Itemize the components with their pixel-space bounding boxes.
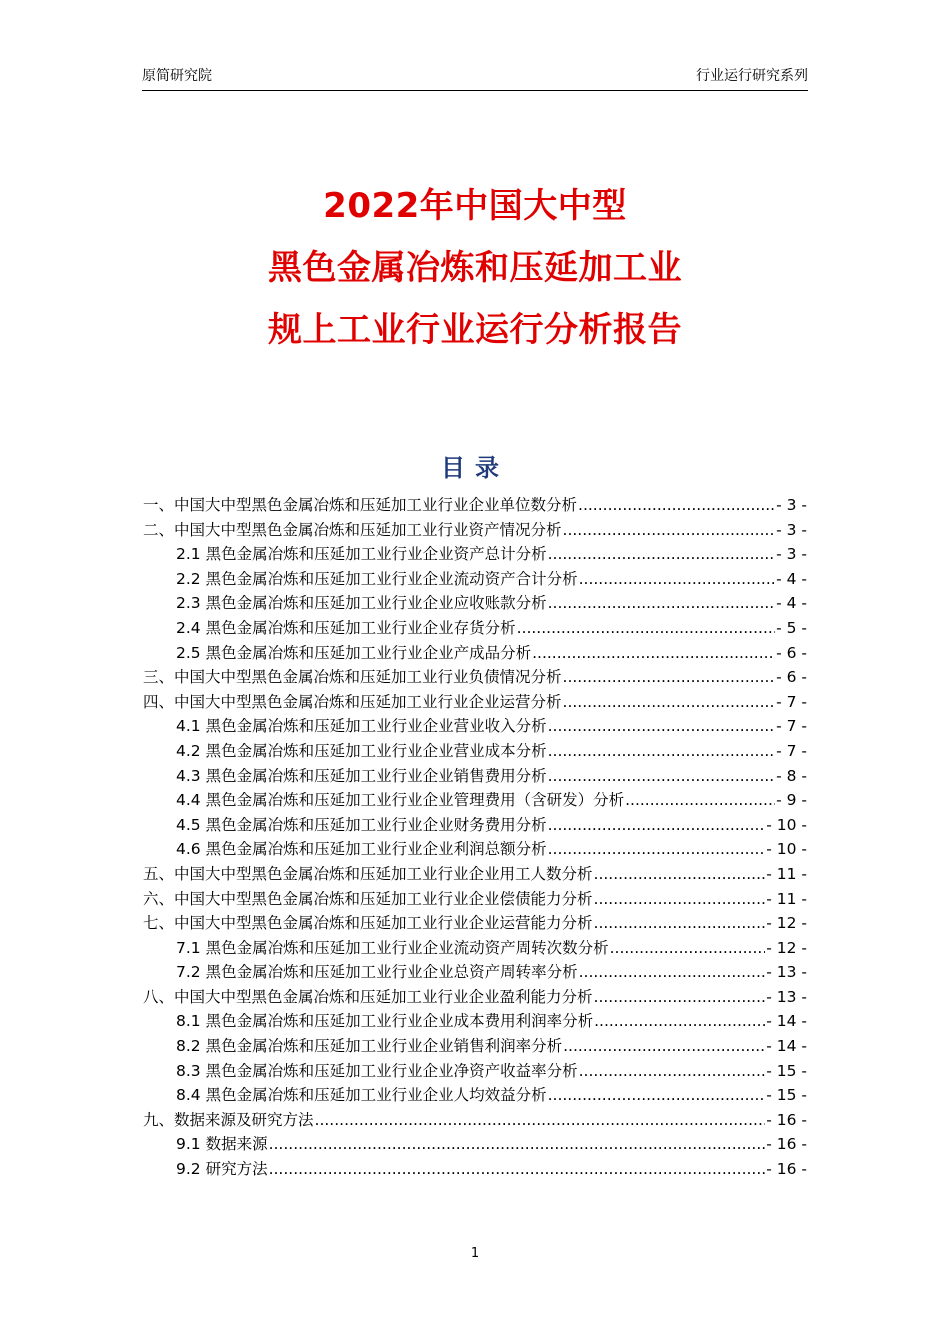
toc-entry-title: 4.5 黑色金属冶炼和压延加工业行业企业财务费用分析 <box>176 815 547 834</box>
toc-leader-dots <box>594 985 766 1010</box>
toc-entry-page: - 3 - <box>776 496 807 514</box>
toc-leader-dots <box>548 837 766 862</box>
toc-entry[interactable] <box>143 887 807 912</box>
toc-entry[interactable] <box>143 960 807 985</box>
toc-leader-dots <box>548 714 776 739</box>
toc-leader-dots <box>594 862 766 887</box>
toc-leader-dots <box>594 887 766 912</box>
toc-entry-title: 8.1 黑色金属冶炼和压延加工业行业企业成本费用利润率分析 <box>176 1012 594 1031</box>
toc-leader-dots <box>548 764 776 789</box>
toc-entry-page: - 4 - <box>776 594 807 613</box>
toc-entry-title: 7.1 黑色金属冶炼和压延加工业行业企业流动资产周转次数分析 <box>176 938 609 957</box>
toc-leader-dots <box>563 690 776 715</box>
toc-entry[interactable] <box>143 1083 807 1108</box>
toc-entry-page: - 16 - <box>766 1160 807 1179</box>
toc-entry-title: 4.6 黑色金属冶炼和压延加工业行业企业利润总额分析 <box>176 840 547 859</box>
toc-entry[interactable] <box>143 1108 807 1133</box>
toc-entry[interactable] <box>143 591 807 616</box>
toc-entry-title: 7.2 黑色金属冶炼和压延加工业行业企业总资产周转率分析 <box>176 963 578 982</box>
toc-leader-dots <box>610 936 766 961</box>
toc-entry[interactable] <box>143 616 807 641</box>
title-line-1: 2022年中国大中型 <box>323 186 627 226</box>
toc-entry-page: - 4 - <box>776 569 807 588</box>
toc-entry-page: - 8 - <box>776 766 807 785</box>
toc-entry-title: 4.3 黑色金属冶炼和压延加工业行业企业销售费用分析 <box>176 766 547 785</box>
toc-entry-title: 六、中国大中型黑色金属冶炼和压延加工业行业企业偿债能力分析 <box>143 889 593 908</box>
toc-entry-page: - 10 - <box>766 840 807 859</box>
toc-entry-page: - 3 - <box>776 545 807 564</box>
toc-entry-title: 8.2 黑色金属冶炼和压延加工业行业企业销售利润率分析 <box>176 1037 563 1056</box>
toc-entry[interactable] <box>143 985 807 1010</box>
toc-entry-page: - 7 - <box>776 741 807 760</box>
toc-entry[interactable] <box>143 837 807 862</box>
title-line-3: 规上工业行业运行分析报告 <box>268 310 682 350</box>
toc-entry-page: - 6 - <box>776 643 807 662</box>
toc-leader-dots <box>548 739 776 764</box>
toc-entry-page: - 13 - <box>766 987 807 1006</box>
report-title <box>0 175 950 361</box>
toc-entry[interactable] <box>143 1059 807 1084</box>
toc-entry-page: - 12 - <box>766 914 807 933</box>
toc-entry-title: 2.2 黑色金属冶炼和压延加工业行业企业流动资产合计分析 <box>176 569 578 588</box>
toc-entry[interactable] <box>143 788 807 813</box>
toc-entry[interactable] <box>143 567 807 592</box>
page-number: 1 <box>470 1246 480 1261</box>
toc-entry-page: - 16 - <box>766 1110 807 1129</box>
toc-leader-dots <box>579 567 776 592</box>
toc-entry-page: - 12 - <box>766 938 807 957</box>
header-series: 行业运行研究系列 <box>696 68 808 84</box>
toc-entry[interactable] <box>143 665 807 690</box>
toc-entry-title: 2.5 黑色金属冶炼和压延加工业行业企业产成品分析 <box>176 643 532 662</box>
toc-entry[interactable] <box>143 690 807 715</box>
toc-entry-title: 二、中国大中型黑色金属冶炼和压延加工业行业资产情况分析 <box>143 520 562 539</box>
toc-entry-page: - 15 - <box>766 1086 807 1105</box>
toc-entry-title: 2.1 黑色金属冶炼和压延加工业行业企业资产总计分析 <box>176 545 547 564</box>
toc-entry[interactable] <box>143 862 807 887</box>
toc-entry-title: 2.3 黑色金属冶炼和压延加工业行业企业应收账款分析 <box>176 594 547 613</box>
toc-leader-dots <box>517 616 776 641</box>
toc-entry-title: 八、中国大中型黑色金属冶炼和压延加工业行业企业盈利能力分析 <box>143 987 593 1006</box>
toc-leader-dots <box>594 911 766 936</box>
toc-leader-dots <box>563 665 776 690</box>
toc-entry-title: 9.1 数据来源 <box>176 1135 268 1154</box>
toc-entry-page: - 7 - <box>776 717 807 736</box>
toc-entry[interactable] <box>143 911 807 936</box>
toc-entry-page: - 11 - <box>766 889 807 908</box>
title-line-2: 黑色金属冶炼和压延加工业 <box>268 248 682 288</box>
toc-entry[interactable] <box>143 1034 807 1059</box>
toc-entry-title: 4.2 黑色金属冶炼和压延加工业行业企业营业成本分析 <box>176 741 547 760</box>
toc-entry-page: - 11 - <box>766 864 807 883</box>
toc-leader-dots <box>563 1034 765 1059</box>
toc-entry[interactable] <box>143 739 807 764</box>
toc-entry-page: - 5 - <box>776 618 807 637</box>
toc-leader-dots <box>532 641 775 666</box>
toc-entry-title: 九、数据来源及研究方法 <box>143 1110 314 1129</box>
toc-entry[interactable] <box>143 518 807 543</box>
toc-leader-dots <box>269 1157 766 1182</box>
toc-leader-dots <box>625 788 775 813</box>
toc-entry-page: - 10 - <box>766 815 807 834</box>
toc-entry[interactable] <box>143 641 807 666</box>
toc-entry-title: 4.4 黑色金属冶炼和压延加工业行业企业管理费用（含研发）分析 <box>176 791 625 810</box>
page-header <box>142 66 808 91</box>
table-of-contents <box>143 493 807 1182</box>
toc-leader-dots <box>579 1059 766 1084</box>
toc-entry[interactable] <box>143 542 807 567</box>
toc-entry-title: 五、中国大中型黑色金属冶炼和压延加工业行业企业用工人数分析 <box>143 864 593 883</box>
toc-entry-page: - 3 - <box>776 520 807 539</box>
toc-entry[interactable] <box>143 1132 807 1157</box>
toc-entry-title: 四、中国大中型黑色金属冶炼和压延加工业行业企业运营分析 <box>143 692 562 711</box>
toc-entry-page: - 14 - <box>766 1012 807 1031</box>
toc-entry-page: - 7 - <box>776 692 807 711</box>
toc-entry-title: 8.4 黑色金属冶炼和压延加工业行业企业人均效益分析 <box>176 1086 547 1105</box>
toc-entry[interactable] <box>143 764 807 789</box>
toc-leader-dots <box>315 1108 766 1133</box>
toc-leader-dots <box>269 1132 766 1157</box>
toc-entry-page: - 9 - <box>776 791 807 810</box>
toc-entry[interactable] <box>143 813 807 838</box>
toc-entry-title: 9.2 研究方法 <box>176 1160 268 1179</box>
toc-heading: 目录 <box>441 454 509 482</box>
toc-leader-dots <box>548 542 776 567</box>
toc-entry-title: 七、中国大中型黑色金属冶炼和压延加工业行业企业运营能力分析 <box>143 914 593 933</box>
toc-entry[interactable] <box>143 714 807 739</box>
toc-entry[interactable] <box>143 936 807 961</box>
toc-entry-page: - 16 - <box>766 1135 807 1154</box>
toc-entry-page: - 14 - <box>766 1037 807 1056</box>
header-publisher: 原简研究院 <box>142 68 212 84</box>
toc-leader-dots <box>548 813 766 838</box>
toc-entry[interactable] <box>143 493 807 518</box>
toc-leader-dots <box>548 591 776 616</box>
toc-entry[interactable] <box>143 1157 807 1182</box>
toc-leader-dots <box>563 518 776 543</box>
toc-entry[interactable] <box>143 1009 807 1034</box>
toc-entry-title: 一、中国大中型黑色金属冶炼和压延加工业行业企业单位数分析 <box>143 496 578 514</box>
toc-entry-title: 三、中国大中型黑色金属冶炼和压延加工业行业负债情况分析 <box>143 668 562 687</box>
toc-entry-page: - 6 - <box>776 668 807 687</box>
toc-entry-page: - 15 - <box>766 1061 807 1080</box>
toc-entry-title: 8.3 黑色金属冶炼和压延加工业行业企业净资产收益率分析 <box>176 1061 578 1080</box>
toc-leader-dots <box>548 1083 766 1108</box>
toc-leader-dots <box>594 1009 765 1034</box>
toc-entry-page: - 13 - <box>766 963 807 982</box>
toc-entry-title: 2.4 黑色金属冶炼和压延加工业行业企业存货分析 <box>176 618 516 637</box>
toc-leader-dots <box>579 960 766 985</box>
toc-entry-title: 4.1 黑色金属冶炼和压延加工业行业企业营业收入分析 <box>176 717 547 736</box>
toc-leader-dots <box>578 493 775 518</box>
